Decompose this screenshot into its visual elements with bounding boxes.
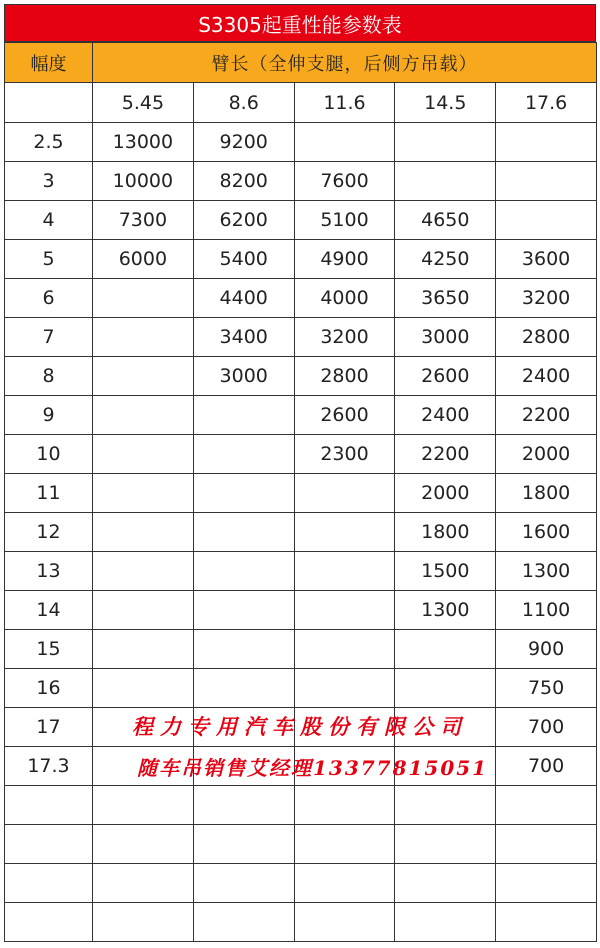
radius-cell: 17.3 (5, 747, 93, 786)
table-row (5, 357, 597, 396)
load-cell (193, 669, 294, 708)
load-cell: 3000 (193, 357, 294, 396)
load-cell: 2600 (294, 396, 395, 435)
load-cell: 2200 (496, 396, 597, 435)
load-cell: 4000 (294, 279, 395, 318)
empty-row (5, 825, 597, 864)
table-row (5, 474, 597, 513)
radius-header: 幅度 (5, 43, 93, 83)
load-cell (193, 396, 294, 435)
load-cell: 2800 (496, 318, 597, 357)
load-cell: 4400 (193, 279, 294, 318)
table-row (5, 630, 597, 669)
empty-row (5, 864, 597, 903)
load-cell: 3200 (496, 279, 597, 318)
load-cell (193, 747, 294, 786)
boom-length-cell: 17.6 (496, 83, 597, 123)
load-cell (93, 591, 194, 630)
load-cell (496, 201, 597, 240)
load-cell (93, 279, 194, 318)
load-cell: 2400 (395, 396, 496, 435)
watermark-contact: 随车吊销售艾经理13377815051 (137, 756, 489, 780)
load-cell: 1100 (496, 591, 597, 630)
radius-cell: 8 (5, 357, 93, 396)
load-cell: 4650 (395, 201, 496, 240)
load-cell: 13000 (93, 123, 194, 162)
boom-length-cell: 11.6 (294, 83, 395, 123)
table-row (5, 123, 597, 162)
table-row (5, 591, 597, 630)
table-row (5, 435, 597, 474)
load-cell: 2000 (395, 474, 496, 513)
empty-cell (193, 864, 294, 903)
empty-cell (395, 903, 496, 942)
empty-cell (496, 786, 597, 825)
table-row (5, 708, 597, 747)
radius-cell: 10 (5, 435, 93, 474)
empty-cell (193, 825, 294, 864)
radius-cell: 3 (5, 162, 93, 201)
load-cell (93, 435, 194, 474)
empty-cell (5, 786, 93, 825)
load-cell (93, 513, 194, 552)
load-cell (193, 552, 294, 591)
load-cell (395, 162, 496, 201)
radius-cell: 11 (5, 474, 93, 513)
empty-row (5, 903, 597, 942)
load-cell (93, 630, 194, 669)
load-cell: 6000 (93, 240, 194, 279)
load-cell (496, 162, 597, 201)
table-row (5, 318, 597, 357)
table-title: S3305起重性能参数表 (4, 4, 596, 42)
load-cell (93, 357, 194, 396)
load-cell: 5100 (294, 201, 395, 240)
empty-cell (93, 825, 194, 864)
radius-cell: 16 (5, 669, 93, 708)
boom-corner-cell (5, 83, 93, 123)
load-cell (294, 513, 395, 552)
load-cell: 1300 (395, 591, 496, 630)
load-cell: 2300 (294, 435, 395, 474)
load-cell: 4900 (294, 240, 395, 279)
table-row (5, 669, 597, 708)
load-cell (93, 396, 194, 435)
load-cell: 3650 (395, 279, 496, 318)
load-cell (93, 318, 194, 357)
empty-cell (496, 825, 597, 864)
table-row (5, 162, 597, 201)
empty-cell (5, 864, 93, 903)
radius-cell: 13 (5, 552, 93, 591)
load-cell: 3200 (294, 318, 395, 357)
radius-cell: 6 (5, 279, 93, 318)
load-cell: 3600 (496, 240, 597, 279)
watermark-company: 程力专用汽车股份有限公司 (132, 714, 468, 739)
load-cell (395, 669, 496, 708)
empty-cell (93, 903, 194, 942)
empty-cell (93, 786, 194, 825)
load-cell: 750 (496, 669, 597, 708)
empty-cell (5, 903, 93, 942)
load-cell (294, 552, 395, 591)
load-cell: 2000 (496, 435, 597, 474)
empty-cell (395, 786, 496, 825)
table-row (5, 240, 597, 279)
load-cell (294, 474, 395, 513)
load-cell: 900 (496, 630, 597, 669)
load-cell: 4250 (395, 240, 496, 279)
load-cell (93, 747, 194, 786)
load-cell: 8200 (193, 162, 294, 201)
load-cell (294, 123, 395, 162)
table-row (5, 747, 597, 786)
load-cell (193, 435, 294, 474)
load-cell: 2800 (294, 357, 395, 396)
load-cell (93, 474, 194, 513)
load-cell: 1800 (496, 474, 597, 513)
radius-cell: 14 (5, 591, 93, 630)
table-row (5, 396, 597, 435)
empty-cell (294, 825, 395, 864)
load-cell: 10000 (93, 162, 194, 201)
load-cell (93, 552, 194, 591)
empty-cell (395, 825, 496, 864)
load-cell (93, 708, 194, 747)
empty-cell (93, 864, 194, 903)
load-cell (294, 591, 395, 630)
load-cell: 1600 (496, 513, 597, 552)
empty-cell (294, 903, 395, 942)
load-cell (294, 708, 395, 747)
load-cell (93, 669, 194, 708)
load-cell (294, 669, 395, 708)
load-cell: 3400 (193, 318, 294, 357)
load-cell: 1500 (395, 552, 496, 591)
radius-cell: 9 (5, 396, 93, 435)
load-cell: 6200 (193, 201, 294, 240)
radius-cell: 7 (5, 318, 93, 357)
table-row (5, 552, 597, 591)
boom-length-header: 臂长（全伸支腿，后侧方吊载） (93, 43, 597, 83)
load-cell: 3000 (395, 318, 496, 357)
boom-length-row (5, 83, 597, 123)
load-cell: 1800 (395, 513, 496, 552)
load-cell (395, 630, 496, 669)
radius-cell: 17 (5, 708, 93, 747)
load-cell (193, 474, 294, 513)
load-cell (496, 123, 597, 162)
header-row (5, 43, 597, 83)
load-cell (294, 630, 395, 669)
load-cell: 9200 (193, 123, 294, 162)
boom-length-cell: 5.45 (93, 83, 194, 123)
load-cell (193, 513, 294, 552)
empty-cell (5, 825, 93, 864)
empty-cell (496, 864, 597, 903)
load-cell: 7300 (93, 201, 194, 240)
load-cell (395, 747, 496, 786)
radius-cell: 5 (5, 240, 93, 279)
empty-cell (294, 864, 395, 903)
load-cell: 1300 (496, 552, 597, 591)
load-capacity-table (4, 42, 597, 942)
load-cell: 700 (496, 708, 597, 747)
boom-length-cell: 8.6 (193, 83, 294, 123)
radius-cell: 12 (5, 513, 93, 552)
table-row (5, 513, 597, 552)
empty-cell (294, 786, 395, 825)
load-cell (193, 630, 294, 669)
load-cell: 2400 (496, 357, 597, 396)
radius-cell: 2.5 (5, 123, 93, 162)
empty-cell (193, 786, 294, 825)
load-cell (395, 708, 496, 747)
load-cell: 700 (496, 747, 597, 786)
load-cell (193, 708, 294, 747)
load-cell: 2200 (395, 435, 496, 474)
load-cell: 2600 (395, 357, 496, 396)
load-cell (294, 747, 395, 786)
empty-cell (193, 903, 294, 942)
empty-cell (395, 864, 496, 903)
load-cell: 7600 (294, 162, 395, 201)
load-cell (395, 123, 496, 162)
empty-cell (496, 903, 597, 942)
table-row (5, 279, 597, 318)
boom-length-cell: 14.5 (395, 83, 496, 123)
empty-row (5, 786, 597, 825)
radius-cell: 15 (5, 630, 93, 669)
load-cell (193, 591, 294, 630)
table-row (5, 201, 597, 240)
table-body (5, 123, 597, 942)
radius-cell: 4 (5, 201, 93, 240)
load-cell: 5400 (193, 240, 294, 279)
